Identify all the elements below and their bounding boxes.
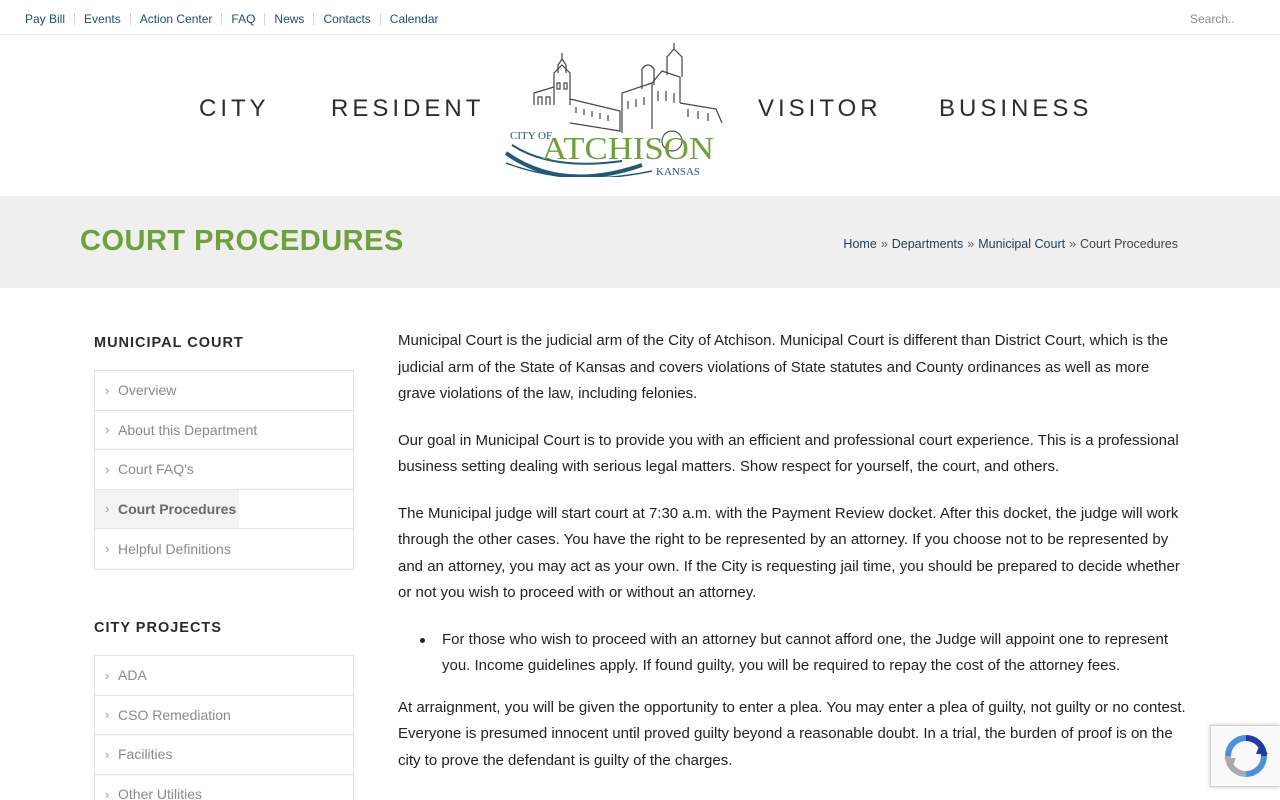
sidebar-item-label: Other Utilities	[118, 786, 203, 800]
main-content	[398, 328, 1190, 794]
sidebar-item-label: Facilities	[118, 746, 173, 763]
nav-business[interactable]: BUSINESS	[939, 95, 1093, 122]
events-link[interactable]: Events	[84, 12, 121, 26]
content-paragraph: Our goal in Municipal Court is to provide you with an efficient and professional court experience. This is a professional business setting dealing with serious legal matters. Show respect for yourself, the court, and others.	[398, 431, 1179, 475]
breadcrumb-current: Court Procedures	[1080, 237, 1178, 251]
site-header	[0, 35, 1280, 196]
link-divider	[380, 13, 381, 25]
sidebar-item-label: CSO Remediation	[118, 706, 231, 723]
breadcrumb-departments[interactable]: Departments	[891, 237, 964, 251]
chevron-right-icon: ›	[105, 746, 110, 762]
breadcrumb-home[interactable]: Home	[843, 237, 877, 251]
sidebar-item-label: ADA	[118, 667, 147, 684]
sidebar-item-cso-remediation[interactable]	[95, 696, 353, 736]
action-center-link[interactable]: Action Center	[139, 12, 213, 26]
sidebar-menu-city-projects	[94, 655, 354, 800]
breadcrumb-separator: »	[967, 237, 975, 251]
logo-state: KANSAS	[656, 166, 701, 177]
breadcrumb-separator: »	[880, 237, 888, 251]
link-divider	[264, 13, 265, 25]
content-paragraph: Municipal Court is the judicial arm of the City of Atchison. Municipal Court is different than District Court, which is the judicial arm of the State of Kansas and covers violations of State statutes and County ordinances as well as more grave violations of the law, including felonies.	[398, 332, 1169, 402]
sidebar-item-facilities[interactable]	[95, 735, 353, 775]
sidebar-item-label: About this Department	[118, 421, 258, 438]
logo-name: ATCHISON	[542, 130, 714, 166]
pay-bill-link[interactable]: Pay Bill	[25, 12, 66, 26]
content-list	[436, 627, 1190, 680]
breadcrumb-separator: »	[1069, 237, 1077, 251]
content-paragraph: At arraignment, you will be given the opportunity to enter a plea. You may enter a plea of guilty, not guilty or no contest. Everyone is presumed innocent until proved guilty beyond a reasonable doubt. In a trial, the burden of proof is on the city to prove the defendant is guilty of the charges.	[398, 698, 1186, 769]
chevron-right-icon: ›	[105, 541, 110, 557]
sidebar-item-ada[interactable]	[95, 656, 353, 696]
link-divider	[74, 13, 75, 25]
content-paragraph: The Municipal judge will start court at 7:30 a.m. with the Payment Review docket. After this docket, the judge will work through the other cases. You have the right to be represented by an attorney. If you choose not to be represented by and an attorney, you may act as your own. If the City is requesting jail time, you should be prepared to decide whether or not you wish to proceed with or without an attorney.	[398, 504, 1180, 601]
page-title: COURT PROCEDURES	[80, 225, 404, 257]
breadcrumb-municipal-court[interactable]: Municipal Court	[978, 237, 1066, 251]
sidebar-item-other-utilities[interactable]	[95, 775, 353, 800]
link-divider	[313, 13, 314, 25]
nav-resident[interactable]: RESIDENT	[331, 95, 485, 122]
nav-city[interactable]: CITY	[199, 95, 270, 122]
chevron-right-icon: ›	[105, 707, 110, 723]
news-link[interactable]: News	[274, 12, 305, 26]
calendar-link[interactable]: Calendar	[389, 12, 439, 26]
sidebar-item-label: Court Procedures	[118, 500, 237, 517]
faq-link[interactable]: FAQ	[231, 12, 256, 26]
page-title-band	[0, 196, 1280, 288]
search-input[interactable]	[1190, 10, 1270, 28]
link-divider	[130, 13, 131, 25]
sidebar-item-court-faqs[interactable]	[95, 450, 353, 490]
chevron-right-icon: ›	[105, 667, 110, 683]
sidebar-item-helpful-definitions[interactable]	[95, 529, 353, 569]
sidebar-heading-city-projects: CITY PROJECTS	[94, 620, 222, 636]
sidebar-item-label: Helpful Definitions	[118, 540, 231, 557]
contacts-link[interactable]: Contacts	[323, 12, 371, 26]
nav-visitor[interactable]: VISITOR	[758, 95, 882, 122]
sidebar-item-overview[interactable]	[95, 371, 353, 411]
breadcrumb	[843, 237, 1178, 251]
chevron-right-icon: ›	[105, 422, 110, 438]
chevron-right-icon: ›	[105, 501, 110, 517]
chevron-right-icon: ›	[105, 382, 110, 398]
sidebar-item-about[interactable]	[95, 411, 353, 451]
atchison-logo[interactable]	[502, 43, 728, 177]
recaptcha-icon	[1224, 734, 1268, 778]
chevron-right-icon: ›	[105, 461, 110, 477]
link-divider	[221, 13, 222, 25]
recaptcha-badge[interactable]	[1210, 725, 1280, 787]
utility-bar	[0, 0, 1280, 35]
logo-city-of: CITY OF	[510, 130, 553, 142]
chevron-right-icon: ›	[105, 786, 110, 800]
logo-graphic	[502, 43, 728, 177]
sidebar-heading-municipal-court: MUNICIPAL COURT	[94, 335, 244, 351]
utility-links	[25, 12, 439, 26]
sidebar-item-label: Court FAQ's	[118, 461, 194, 478]
sidebar-menu-municipal-court	[94, 370, 354, 570]
sidebar-item-court-procedures[interactable]	[95, 490, 353, 530]
sidebar-item-label: Overview	[118, 382, 177, 399]
list-item: For those who wish to proceed with an attorney but cannot afford one, the Judge will appoint one to represent you. Income guidelines apply. If found guilty, you will be required to repay the cost of the attorney fees.	[436, 627, 1190, 680]
